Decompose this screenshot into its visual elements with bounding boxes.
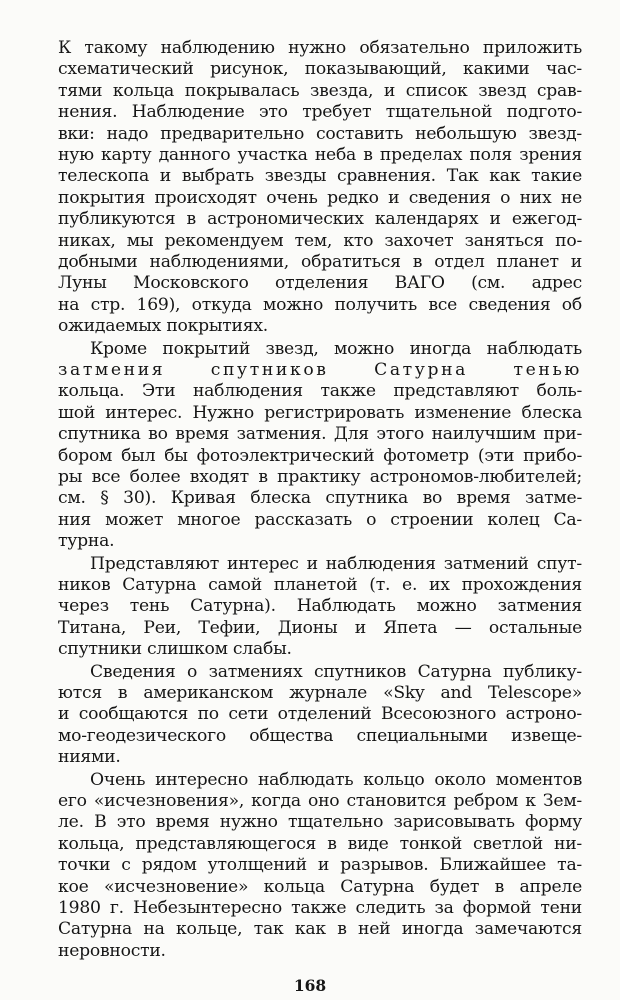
text-line: ниями. bbox=[58, 747, 121, 768]
text-line: шой интерес. Нужно регистрировать изменение блеска bbox=[58, 402, 582, 423]
text-line: спутника во время затмения. Для этого наилучшим при- bbox=[58, 424, 582, 445]
text-line: телескопа и выбрать звезды сравнения. Так как такие bbox=[58, 166, 582, 187]
text-line: никах, мы рекомендуем тем, кто захочет заняться по- bbox=[58, 230, 582, 251]
text-line: Очень интересно наблюдать кольцо около моментов bbox=[90, 769, 582, 790]
text-line: К такому наблюдению нужно обязательно приложить bbox=[58, 38, 582, 58]
text-line: ле. В это время нужно тщательно зарисовывать форму bbox=[58, 812, 582, 833]
text-line: мо-геодезического общества специальными извеще- bbox=[58, 725, 582, 746]
text-line: через тень Сатурна). Наблюдать можно затмения bbox=[58, 596, 582, 617]
text-line: Представляют интерес и наблюдения затмений спут- bbox=[90, 553, 582, 574]
text-line: вки: надо предварительно составить небольшую звезд- bbox=[58, 123, 582, 144]
page-number: 168 bbox=[293, 976, 327, 996]
text-line-spaced: затмения спутников Сатурна тенью bbox=[58, 360, 582, 380]
text-line: ния может многое рассказать о строении колец Са- bbox=[58, 509, 582, 530]
text-line: спутники слишком слабы. bbox=[58, 639, 292, 660]
text-line: ников Сатурна самой планетой (т. е. их прохождения bbox=[58, 575, 582, 595]
text-line: Кроме покрытий звезд, можно иногда наблюдать bbox=[90, 338, 582, 359]
text-line: ры все более входят в практику астрономов-любителей; bbox=[58, 467, 582, 487]
text-line: 1980 г. Небезынтересно также следить за формой тени bbox=[58, 898, 582, 918]
text-line: ются в американском журнале «Sky and Telescope» bbox=[58, 683, 582, 703]
text-line: схематический рисунок, показывающий, какими час- bbox=[58, 59, 582, 80]
text-line: и сообщаются по сети отделений Всесоюзного астроно- bbox=[58, 704, 582, 725]
text-line: Сатурна на кольце, так как в ней иногда замечаются bbox=[58, 919, 582, 940]
text-line: см. § 30). Кривая блеска спутника во время затме- bbox=[58, 488, 582, 509]
text-line: бором был бы фотоэлектрический фотометр (эти прибо- bbox=[58, 445, 582, 466]
text-line: ожидаемых покрытиях. bbox=[58, 316, 269, 337]
text-line: добными наблюдениями, обратиться в отдел планет и bbox=[58, 252, 582, 272]
text-line: ную карту данного участка неба в пределах поля зрения bbox=[58, 145, 582, 165]
text-line: его «исчезновения», когда оно становится ребром к Зем- bbox=[58, 791, 582, 811]
text-line: публикуются в астрономических календарях и ежегод- bbox=[58, 209, 582, 230]
text-line: Титана, Реи, Тефии, Дионы и Япета — остальные bbox=[58, 617, 582, 638]
text-line: нения. Наблюдение это требует тщательной подгото- bbox=[58, 102, 582, 123]
text-line: на стр. 169), откуда можно получить все сведения об bbox=[58, 294, 582, 315]
text-line: Луны Московского отделения ВАГО (см. адрес bbox=[58, 273, 582, 294]
text-line: неровности. bbox=[58, 940, 166, 961]
text-line: покрытия происходят очень редко и сведения о них не bbox=[58, 187, 582, 208]
text-line: кольца. Эти наблюдения также представляют боль- bbox=[58, 381, 582, 402]
text-line: кое «исчезновение» кольца Сатурна будет в апреле bbox=[58, 876, 582, 897]
text-line: кольца, представляющегося в виде тонкой светлой ни- bbox=[58, 833, 582, 854]
text-line: Сведения о затмениях спутников Сатурна публику- bbox=[90, 661, 582, 682]
text-line: тями кольца покрывалась звезда, и список звезд срав- bbox=[58, 80, 582, 101]
text-line: точки с рядом утолщений и разрывов. Ближайшее та- bbox=[58, 855, 582, 876]
text-line: турна. bbox=[58, 531, 115, 552]
